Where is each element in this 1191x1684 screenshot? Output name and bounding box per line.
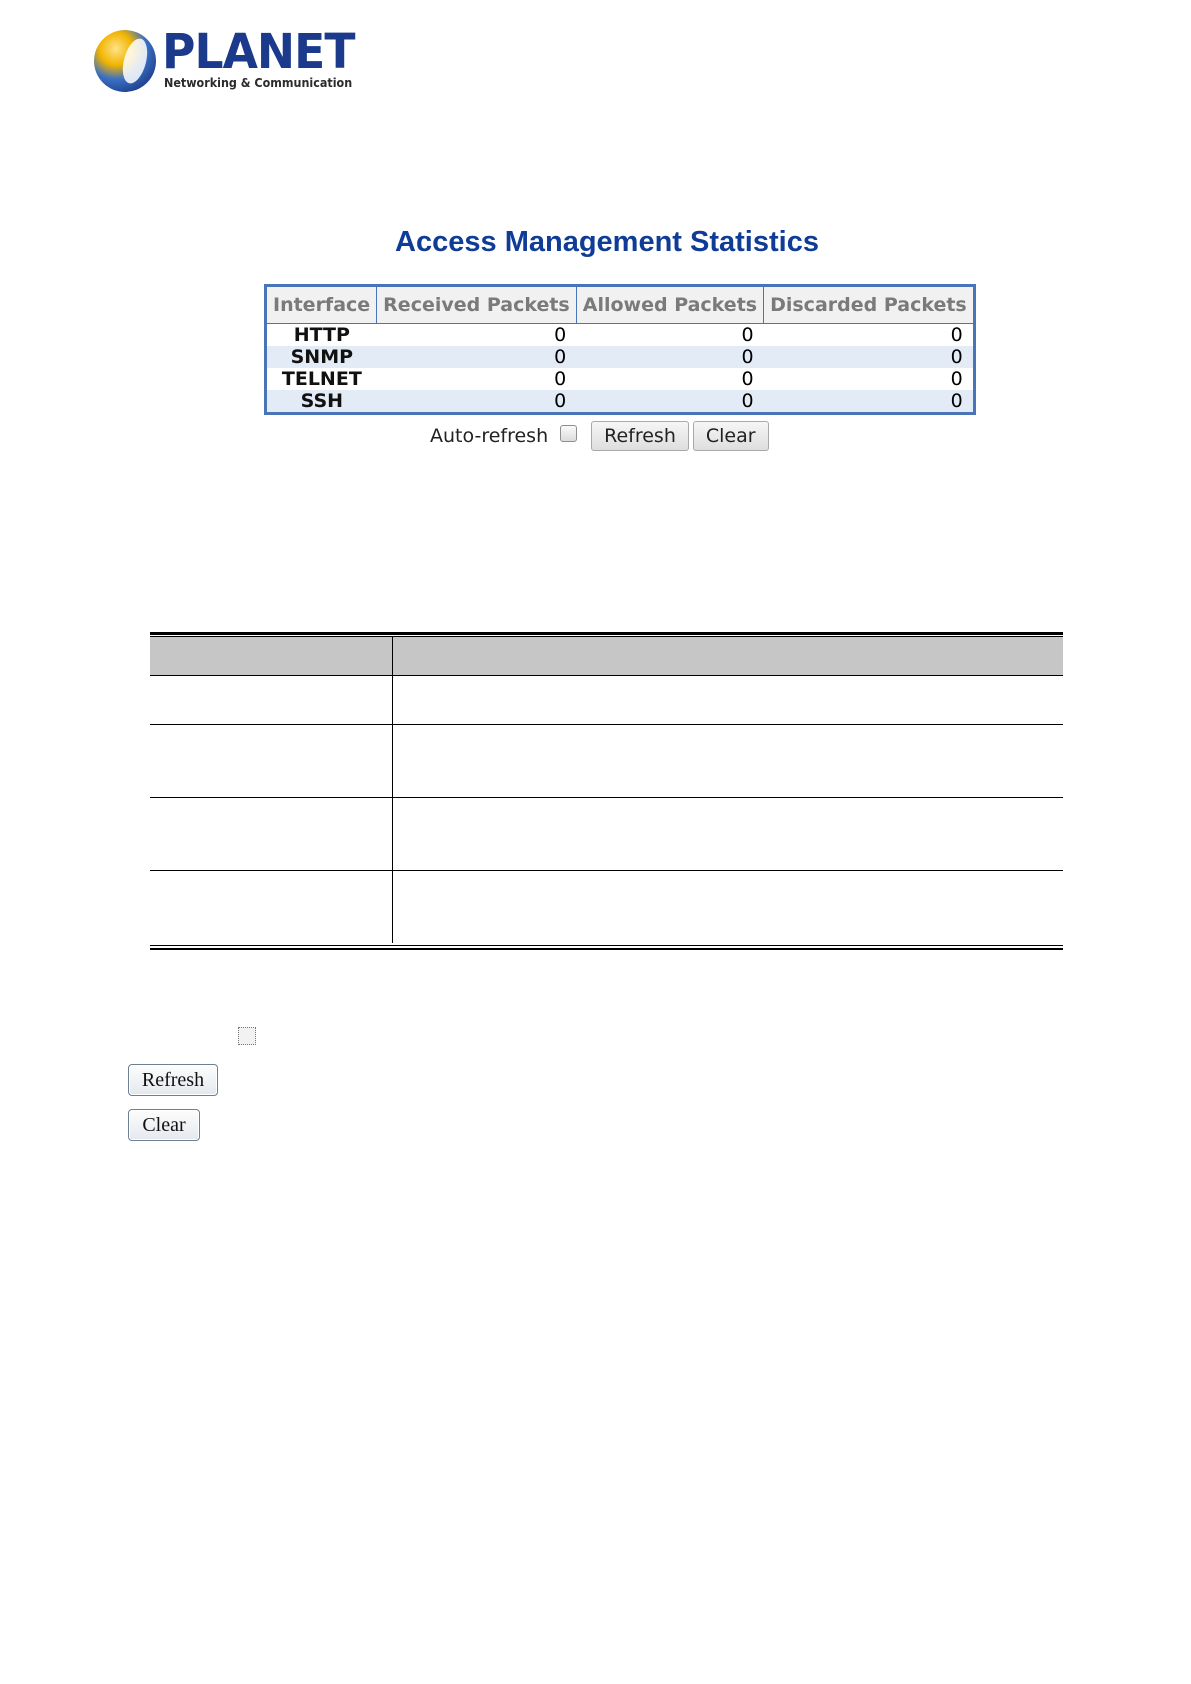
description-row xyxy=(150,798,1063,871)
object-column-header xyxy=(150,637,393,676)
description-column-header xyxy=(393,637,1064,676)
allowed-cell: 0 xyxy=(576,368,763,390)
logo-brand: PLANET xyxy=(162,24,355,80)
table-top-rule xyxy=(150,632,1063,635)
discarded-cell: 0 xyxy=(764,368,975,390)
discarded-cell: 0 xyxy=(764,324,975,347)
table-bottom-rule xyxy=(150,948,1063,950)
interface-cell: SSH xyxy=(266,390,377,414)
discarded-cell: 0 xyxy=(764,346,975,368)
description-cell xyxy=(393,871,1064,944)
description-row xyxy=(150,871,1063,944)
table-row xyxy=(266,324,975,347)
object-cell xyxy=(150,798,393,871)
description-row xyxy=(150,676,1063,725)
object-cell xyxy=(150,725,393,798)
globe-icon xyxy=(94,30,156,92)
auto-refresh-checkbox[interactable] xyxy=(560,425,577,442)
planet-logo xyxy=(94,24,355,98)
column-header-received: Received Packets xyxy=(377,286,577,324)
interface-cell: SNMP xyxy=(266,346,377,368)
column-header-discarded: Discarded Packets xyxy=(764,286,975,324)
received-cell: 0 xyxy=(377,324,577,347)
table-row xyxy=(266,368,975,390)
discarded-cell: 0 xyxy=(764,390,975,414)
logo-tagline: Networking & Communication xyxy=(164,76,353,90)
legend-clear-button[interactable]: Clear xyxy=(128,1109,200,1141)
page-title: Access Management Statistics xyxy=(395,226,819,258)
refresh-button[interactable]: Refresh xyxy=(591,421,689,451)
interface-cell: TELNET xyxy=(266,368,377,390)
panel-controls xyxy=(430,420,773,452)
auto-refresh-label: Auto-refresh xyxy=(430,425,549,447)
allowed-cell: 0 xyxy=(576,390,763,414)
description-cell xyxy=(393,725,1064,798)
table-bottom-rule-thin xyxy=(150,945,1063,946)
table-header-row xyxy=(266,286,975,324)
description-table xyxy=(150,637,1063,943)
table-row xyxy=(266,390,975,414)
description-row xyxy=(150,725,1063,798)
description-cell xyxy=(393,676,1064,725)
object-cell xyxy=(150,871,393,944)
interface-cell: HTTP xyxy=(266,324,377,347)
clear-button[interactable]: Clear xyxy=(693,421,769,451)
received-cell: 0 xyxy=(377,368,577,390)
column-header-interface: Interface xyxy=(266,286,377,324)
allowed-cell: 0 xyxy=(576,346,763,368)
legend-refresh-button[interactable]: Refresh xyxy=(128,1064,218,1096)
object-cell xyxy=(150,676,393,725)
legend-auto-refresh-checkbox[interactable] xyxy=(238,1027,256,1045)
received-cell: 0 xyxy=(377,346,577,368)
column-header-allowed: Allowed Packets xyxy=(576,286,763,324)
allowed-cell: 0 xyxy=(576,324,763,347)
description-header-row xyxy=(150,637,1063,676)
description-cell xyxy=(393,798,1064,871)
statistics-table xyxy=(264,284,976,415)
received-cell: 0 xyxy=(377,390,577,414)
table-row xyxy=(266,346,975,368)
